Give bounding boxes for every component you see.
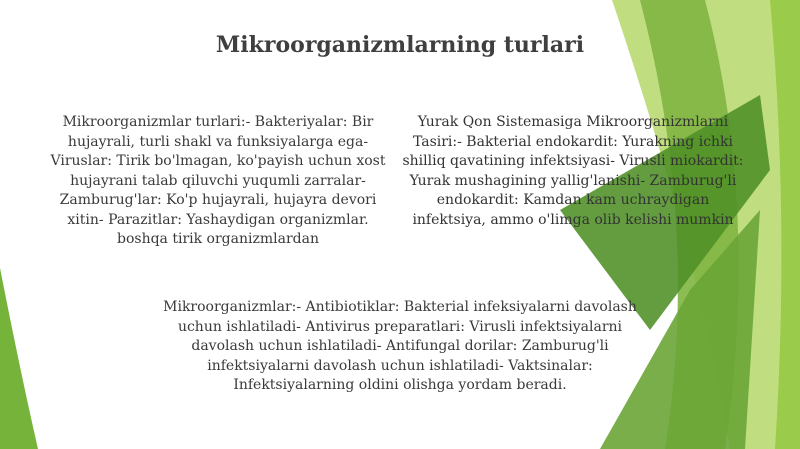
treatment-text-block: Mikroorganizmlar:- Antibiotiklar: Bakterial infeksiyalarni davolash uchun ishlatiladi- Antivirus preparatlari: Virusli infektsiyalarni davolash uchun ishlatiladi- Antifungal dorilar: Zamburug'li infektsiyalarni davolash uchun ishlatiladi- Vaktsinalar: Infektsiyalarning oldini olishga yordam beradi. — [163, 299, 637, 393]
cardio-effects-text-block: Yurak Qon Sistemasiga Mikroorganizmlarni Tasiri:- Bakterial endokardit: Yurakning ichki shilliq qavatining infektsiyasi- Virusli miokardit: Yurak mushagining yallig'lanishi- Zamburug'li endokardit: Kamdan kam uchraydigan infektsiya, ammo o'limga olib kelishi mumkin — [402, 114, 744, 228]
slide-title: Mikroorganizmlarning turlari — [215, 32, 585, 58]
decor-shape-corner — [0, 268, 38, 449]
types-text-block: Mikroorganizmlar turlari:- Bakteriyalar: Bir hujayrali, turli shakl va funksiyalarga ega- Viruslar: Tirik bo'lmagan, ko'payish uchun xost hujayrani talab qiluvchi yuqumli zarralar- Zamburug'lar: Ko'p hujayrali, hujayra devori xitin- Parazitlar: Yashaydigan organizmlar. boshqa tirik organizmlardan — [50, 114, 386, 247]
